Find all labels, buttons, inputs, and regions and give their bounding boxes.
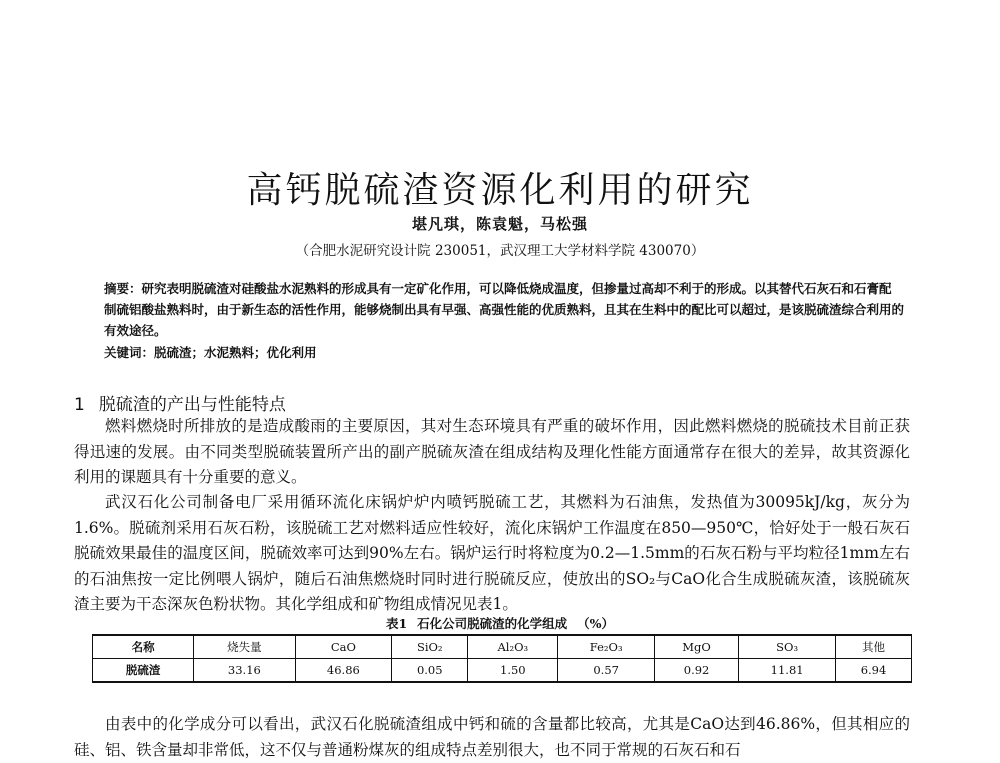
body-paragraph-1: 燃料燃烧时所排放的是造成酸雨的主要原因，其对生态环境具有严重的破坏作用，因此燃料燃烧的脱硫技术目前正获得迅速的发展。由不同类型脱硫装置所产出的副产脱硫灰渣在组成结构及理化性能方面通常存在很大的差异，故其资源化利用的课题具有十分重要的意义。	[74, 417, 910, 486]
table-cell: 0.57	[558, 659, 654, 683]
table-header-cell: 名称	[93, 635, 194, 659]
body-paragraph-3: 由表中的化学成分可以看出，武汉石化脱硫渣组成中钙和硫的含量都比较高，尤其是CaO达到46.86%，但其相应的硅、铝、铁含量却非常低，这不仅与普通粉煤灰的组成特点差别很大，也不同于常规的石灰石和石	[74, 715, 910, 759]
table-cell: 46.86	[295, 659, 392, 683]
table-header-cell: CaO	[295, 635, 392, 659]
table-header-cell: Al₂O₃	[468, 635, 558, 659]
table-caption-text: 石化公司脱硫渣的化学组成	[417, 616, 568, 631]
keywords	[104, 342, 904, 363]
composition-table	[92, 634, 912, 683]
table-header-cell: 烧失量	[194, 635, 295, 659]
table-unit: （%）	[577, 616, 615, 631]
table-cell: 1.50	[468, 659, 558, 683]
table-cell: 33.16	[194, 659, 295, 683]
table-header-cell: SiO₂	[392, 635, 468, 659]
table-header-cell: Fe₂O₃	[558, 635, 654, 659]
table-cell: 脱硫渣	[93, 659, 194, 683]
keywords-text: 脱硫渣；水泥熟料；优化利用	[154, 345, 317, 360]
table-caption	[0, 614, 1000, 632]
table-header-cell: 其他	[836, 635, 912, 659]
table-cell: 11.81	[739, 659, 836, 683]
section-number: 1	[74, 395, 85, 415]
body-paragraph-2: 武汉石化公司制备电厂采用循环流化床锅炉炉内喷钙脱硫工艺，其燃料为石油焦，发热值为30095kJ/kg，灰分为1.6%。脱硫剂采用石灰石粉，该脱硫工艺对燃料适应性较好，流化床锅炉工作温度在850—950℃，恰好处于一般石灰石脱硫效果最佳的温度区间，脱硫效率可达到90%左右。锅炉运行时将粒度为0.2—1.5mm的石灰石粉与平均粒径1mm左右的石油焦按一定比例喂人锅炉，随后石油焦燃烧时同时进行脱硫反应，使放出的SO₂与CaO化合生成脱硫灰渣，该脱硫灰渣主要为干态深灰色粉状物。其化学组成和矿物组成情况见表1。	[74, 493, 910, 613]
paper-title: 高钙脱硫渣资源化利用的研究	[246, 170, 754, 212]
abstract-label: 摘要：	[104, 281, 142, 296]
abstract	[104, 278, 904, 341]
table-cell: 0.92	[654, 659, 738, 683]
table-cell: 6.94	[836, 659, 912, 683]
paper-affiliation: （合肥水泥研究设计院 230051，武汉理工大学材料学院 430070）	[295, 243, 705, 259]
table-header-cell: MgO	[654, 635, 738, 659]
keywords-label: 关键词：	[104, 345, 155, 360]
paper-authors: 堪凡琪，陈袁魁，马松强	[411, 215, 588, 233]
table-cell: 0.05	[392, 659, 468, 683]
section-title: 脱硫渣的产出与性能特点	[98, 395, 286, 415]
abstract-text: 研究表明脱硫渣对硅酸盐水泥熟料的形成具有一定矿化作用，可以降低烧成温度，但掺量过高却不利于的形成。以其替代石灰石和石膏配制硫铝酸盐熟料时，由于新生态的活性作用，能够烧制出具有早强、高强性能的优质熟料，且其在生料中的配比可以超过，是该脱硫渣综合利用的有效途径。	[104, 281, 905, 338]
table-row	[93, 659, 912, 683]
section-heading	[74, 390, 286, 415]
table-header-row	[93, 635, 912, 659]
table-label: 表1	[385, 616, 408, 631]
table-header-cell: SO₃	[739, 635, 836, 659]
